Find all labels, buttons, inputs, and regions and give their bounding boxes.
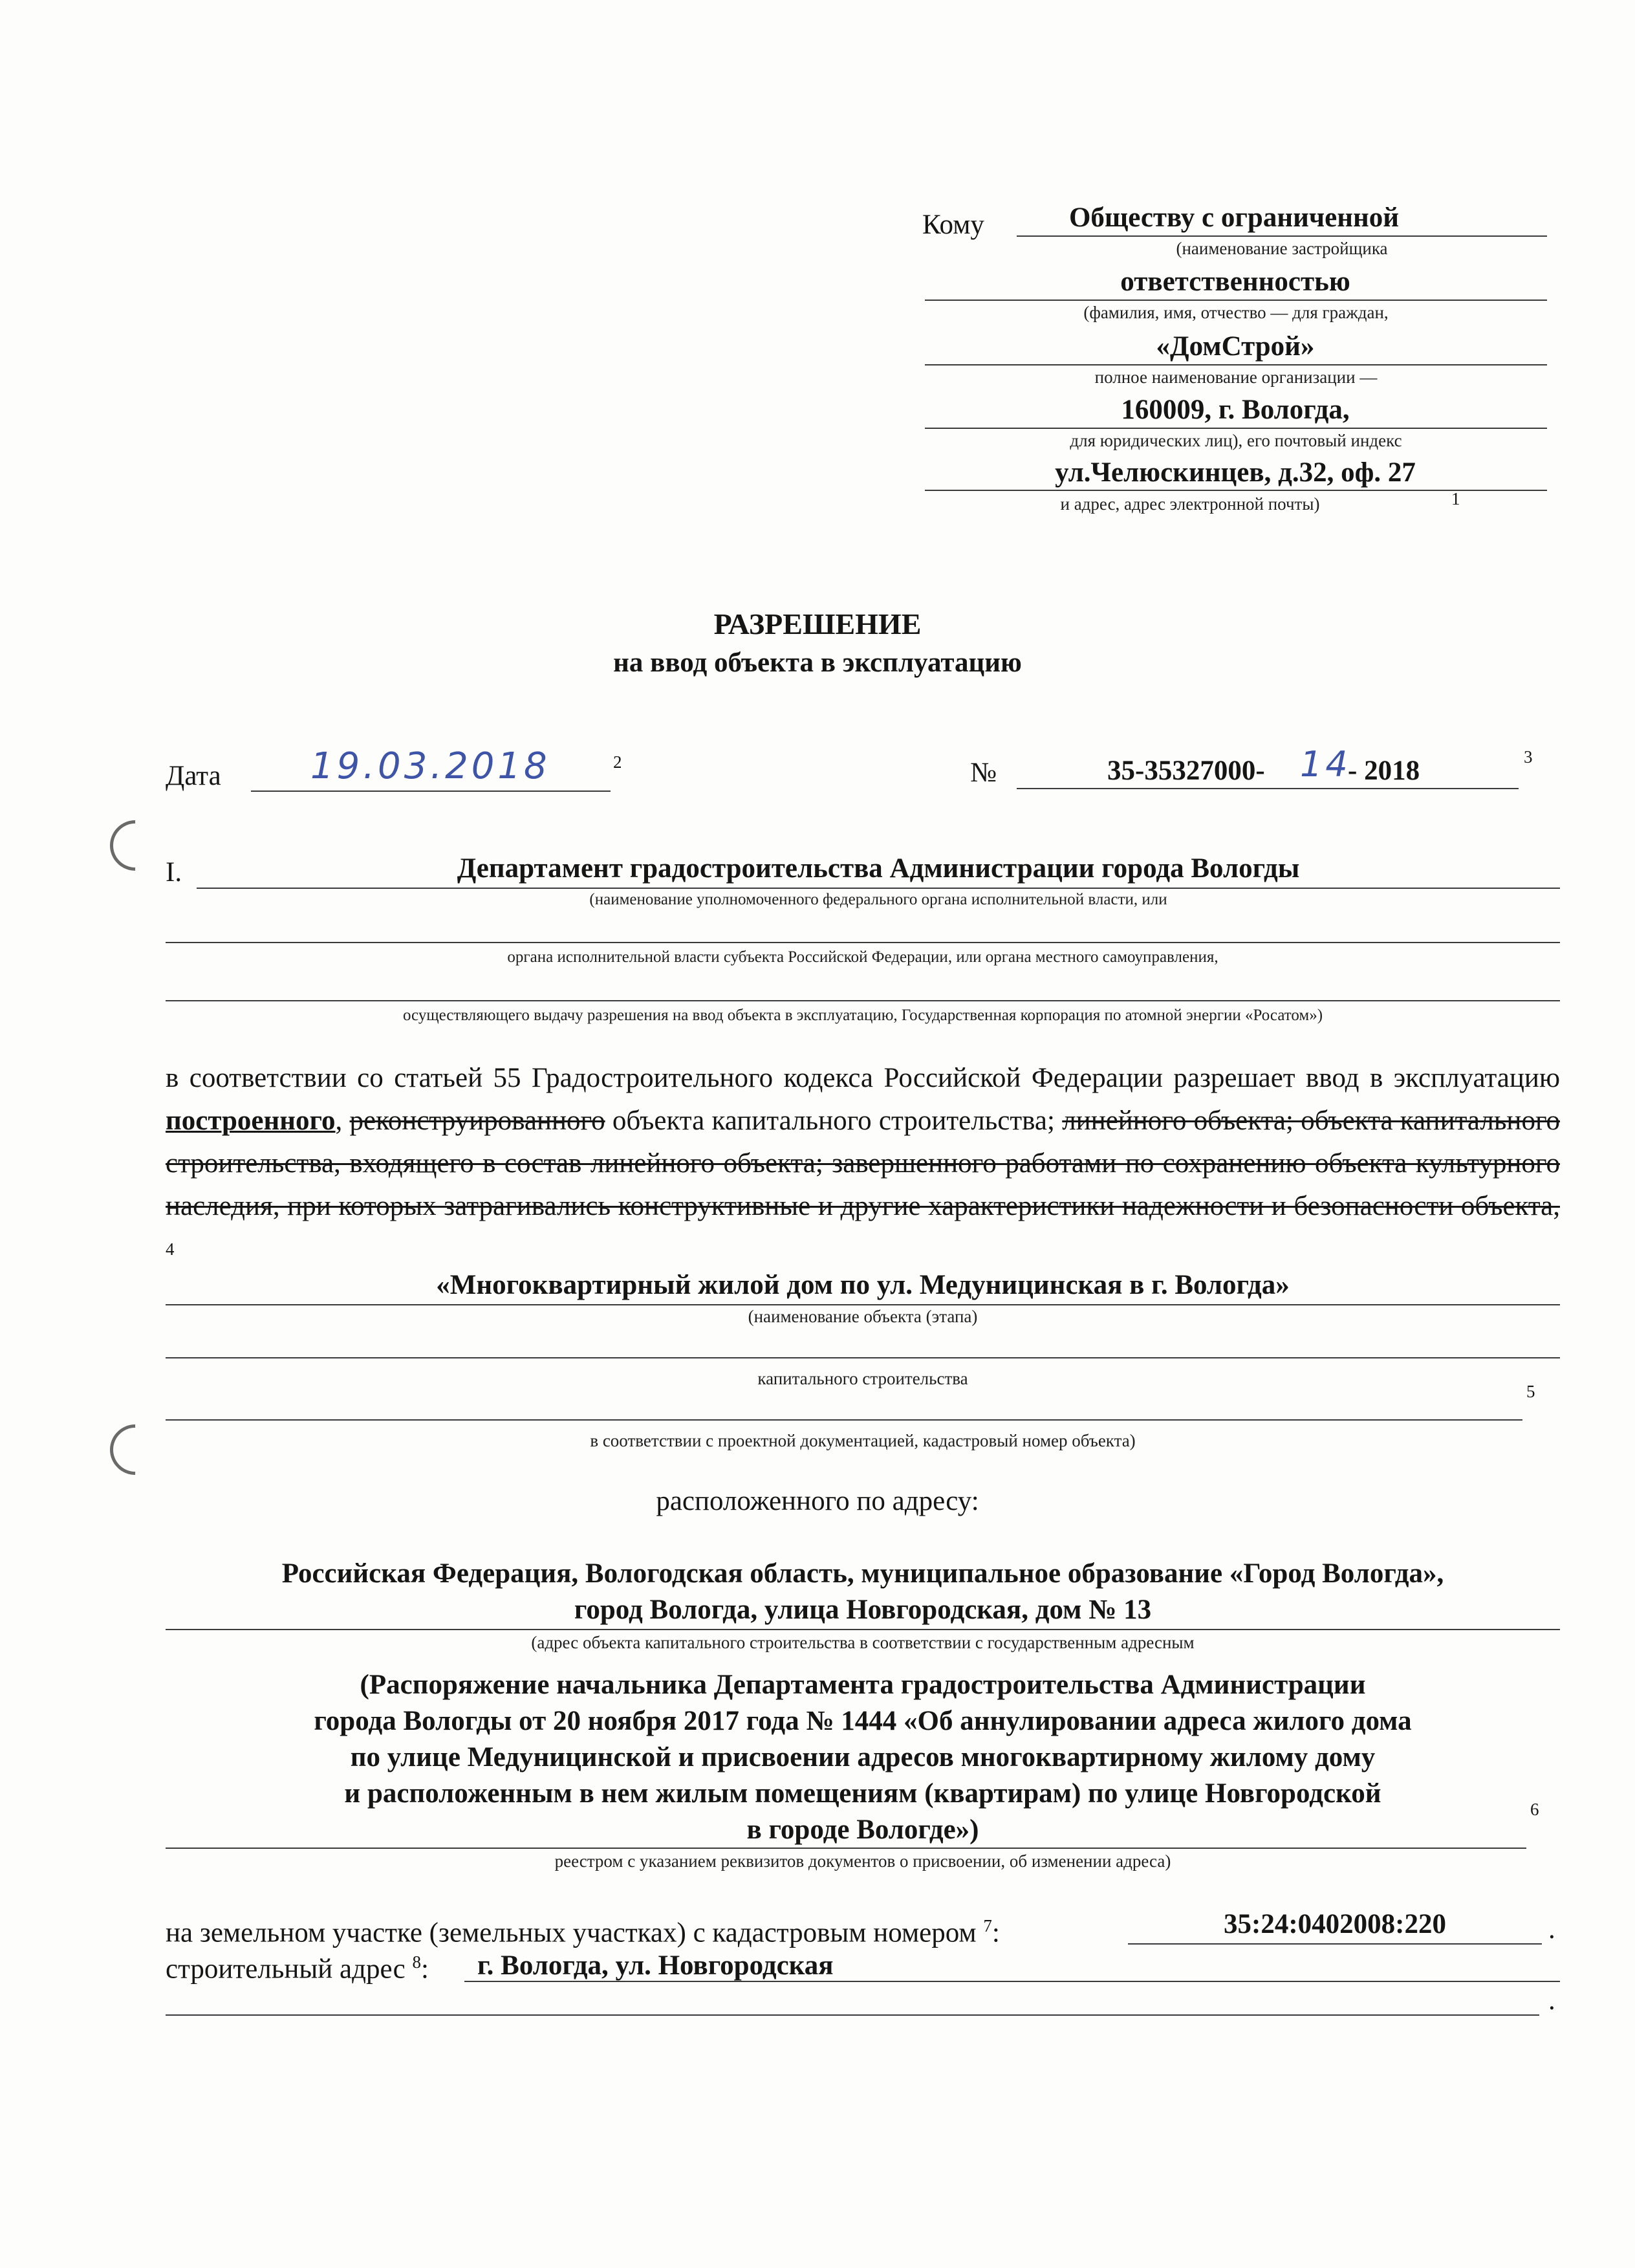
- addressee-footnote: 1: [1451, 489, 1460, 508]
- object-footnote: 5: [1526, 1382, 1535, 1401]
- address-label: расположенного по адресу:: [656, 1486, 979, 1516]
- authority-line-3: [166, 1000, 1560, 1001]
- addressee-line-1: [1017, 235, 1547, 237]
- build-address-label: [166, 1952, 429, 1985]
- address-caption-1: (адрес объекта капитального строительства в соответствии с государственным адресным: [531, 1633, 1195, 1652]
- build-address-line: [464, 1981, 1560, 1982]
- authority-caption-1: (наименование уполномоченного федерального органа исполнительной власти, или: [589, 891, 1167, 908]
- object-capital-construction: объекта капитального строительства;: [612, 1106, 1055, 1136]
- number-line: [1017, 788, 1519, 789]
- option-built: построенного: [166, 1106, 336, 1136]
- order-line-4: и расположенным в нем жилым помещениям (квартирам) по улице Новгородской: [344, 1778, 1381, 1809]
- object-line-1: [166, 1304, 1560, 1305]
- address-underline: [166, 1629, 1560, 1630]
- addressee-to-label: Кому: [922, 210, 984, 240]
- object-caption-3: в соответствии с проектной документацией, кадастровый номер объекта): [590, 1431, 1136, 1450]
- number-footnote: 3: [1524, 747, 1533, 767]
- authority-caption-3: осуществляющего выдачу разрешения на ввод объекта в эксплуатацию, Государственная корпорация по атомной энергии «Росатом»): [402, 1007, 1323, 1024]
- cadastral-dot: .: [1548, 1914, 1555, 1945]
- addressee-caption-3: полное наименование организации —: [1094, 367, 1378, 387]
- addressee-line-2: [925, 300, 1547, 301]
- addressee-line-4: [925, 428, 1547, 429]
- addressee-value-5: ул.Челюскинцев, д.32, оф. 27: [1055, 457, 1416, 488]
- address-caption-2: реестром с указанием реквизитов документов о присвоении, об изменении адреса): [554, 1851, 1171, 1871]
- permission-intro: в соответствии со статьей 55 Градостроительного кодекса Российской Федерации разрешает ввод в эксплуатацию: [166, 1063, 1560, 1093]
- address-footnote: 6: [1530, 1800, 1539, 1819]
- authority-line-2: [166, 942, 1560, 943]
- number-handwritten: 14: [1300, 744, 1351, 785]
- object-line-3: [166, 1419, 1522, 1421]
- object-line-2: [166, 1357, 1560, 1358]
- addressee-caption-2: (фамилия, имя, отчество — для граждан,: [1083, 303, 1389, 322]
- cadastral-number: 35:24:0402008:220: [1224, 1909, 1446, 1939]
- addressee-value-4: 160009, г. Вологда,: [1121, 395, 1350, 425]
- cadastral-line: [1128, 1943, 1542, 1945]
- addressee-caption-5: и адрес, адрес электронной почты): [1060, 494, 1320, 514]
- date-value: 19.03.2018: [310, 745, 550, 787]
- option-comma: ,: [335, 1106, 343, 1136]
- build-footnote: 8: [412, 1952, 421, 1972]
- build-colon: :: [420, 1954, 429, 1985]
- address-line-1: Российская Федерация, Вологодская область, муниципальное образование «Город Вологда»,: [281, 1558, 1444, 1589]
- addressee-line-3: [925, 364, 1547, 365]
- order-line-1: (Распоряжение начальника Департамента градостроительства Администрации: [360, 1670, 1366, 1700]
- address-line-2: город Вологда, улица Новгородская, дом № 13: [574, 1595, 1152, 1625]
- land-label-text: на земельном участке (земельных участках) с кадастровым номером: [166, 1917, 977, 1948]
- number-label: №: [970, 758, 997, 788]
- authority-name: Департамент градостроительства Администрации города Вологды: [457, 853, 1300, 884]
- option-reconstructed-struck: реконструированного: [349, 1106, 605, 1136]
- date-line: [251, 791, 611, 792]
- order-line-3: по улице Медуницинской и присвоении адресов многоквартирному жилому дому: [350, 1742, 1376, 1772]
- document-subtitle: на ввод объекта в эксплуатацию: [613, 648, 1022, 678]
- addressee-value-2: ответственностью: [1120, 267, 1350, 297]
- punch-hole-top: [100, 810, 171, 881]
- land-colon: :: [991, 1917, 1000, 1948]
- land-footnote: 7: [983, 1916, 992, 1935]
- build-label-text: строительный адрес: [166, 1954, 406, 1985]
- build-address-line-2: [166, 2014, 1539, 2016]
- addressee-caption-4: для юридических лиц), его почтовый индекс: [1070, 431, 1402, 450]
- order-line-2: города Вологды от 20 ноября 2017 года № 1444 «Об аннулировании адреса жилого дома: [314, 1706, 1412, 1736]
- object-caption-1: (наименование объекта (этапа): [748, 1307, 978, 1326]
- build-address-value: г. Вологда, ул. Новгородская: [477, 1950, 834, 1981]
- addressee-caption-1: (наименование застройщика: [1176, 239, 1388, 258]
- number-suffix: - 2018: [1348, 756, 1420, 786]
- land-label: [166, 1916, 1000, 1948]
- addressee-value-3: «ДомСтрой»: [1156, 331, 1315, 362]
- permission-paragraph: [166, 1057, 1560, 1278]
- punch-hole-bottom: [100, 1414, 171, 1485]
- order-line-5: в городе Вологде»): [746, 1815, 979, 1845]
- permission-footnote: 4: [166, 1239, 175, 1259]
- order-underline: [166, 1848, 1526, 1849]
- date-label: Дата: [166, 761, 221, 791]
- build-end-dot: .: [1548, 1985, 1555, 2016]
- section-roman: I.: [166, 857, 182, 888]
- document-title: РАЗРЕШЕНИЕ: [713, 607, 922, 640]
- authority-caption-2: органа исполнительной власти субъекта Российской Федерации, или органа местного самоуправления,: [507, 948, 1218, 966]
- number-prefix: 35-35327000-: [1107, 756, 1265, 786]
- date-footnote: 2: [613, 752, 622, 772]
- struck-options-text: линейного объекта; объекта капитального строительства, входящего в состав линейного объекта; завершенного работами по сохранению объекта культурного наследия, при которых затрагивались конструктивные и другие характеристики надежности и безопасности объекта,: [166, 1106, 1561, 1221]
- authority-line: [197, 888, 1560, 889]
- object-name: «Многоквартирный жилой дом по ул. Медуницинская в г. Вологда»: [436, 1270, 1290, 1300]
- object-caption-2: капитального строительства: [757, 1369, 968, 1388]
- addressee-value-1: Обществу с ограниченной: [1068, 202, 1400, 233]
